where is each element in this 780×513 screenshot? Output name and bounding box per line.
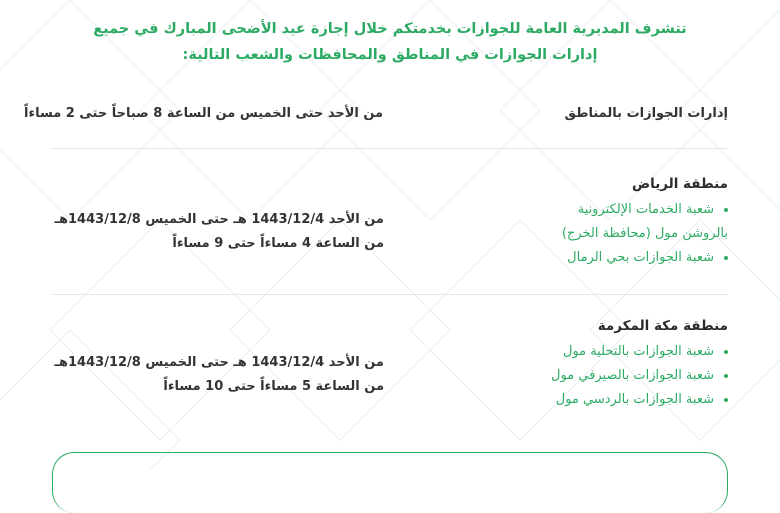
- regions-office-label: إدارات الجوازات بالمناطق: [564, 106, 728, 121]
- riyadh-schedule-hours: من الساعة 4 مساءاً حتى 9 مساءاً: [172, 236, 384, 251]
- makkah-branch-1: شعبة الجوازات بالتحلية مول: [562, 344, 714, 359]
- makkah-schedule-hours: من الساعة 5 مساءاً حتى 10 مساءاً: [163, 379, 384, 394]
- makkah-branch-3: شعبة الجوازات بالردسي مول: [555, 392, 714, 407]
- riyadh-region: [388, 176, 728, 270]
- bullet-icon: [724, 350, 728, 354]
- makkah-title: منطقة مكة المكرمة: [597, 318, 728, 334]
- list-item: [388, 222, 728, 246]
- riyadh-schedule-dates: من الأحد 1443/12/4 هـ حتى الخميس 1443/12/8هـ: [54, 212, 384, 227]
- bullet-icon: [724, 374, 728, 378]
- bullet-icon: [724, 208, 728, 212]
- list-item: [388, 246, 728, 270]
- intro-line-2: إدارات الجوازات في المناطق والمحافظات والشعب التالية:: [182, 47, 598, 63]
- riyadh-title: منطقة الرياض: [631, 176, 728, 192]
- riyadh-schedule: [24, 208, 384, 256]
- riyadh-branch-2: شعبة الجوازات بحي الرمال: [567, 250, 714, 265]
- intro-text: [40, 16, 740, 68]
- bottom-panel: [52, 452, 728, 513]
- bullet-icon: [724, 398, 728, 402]
- makkah-branch-list: [388, 340, 728, 412]
- list-item: [388, 388, 728, 412]
- list-item: [388, 340, 728, 364]
- intro-line-1: تتشرف المديرية العامة للجوازات بخدمتكم خلال إجازة عيد الأضحى المبارك في جميع: [93, 21, 687, 37]
- riyadh-branch-1: شعبة الخدمات الإلكترونية: [577, 202, 714, 217]
- riyadh-branch-1-location: بالروشن مول (محافظة الخرج): [561, 226, 728, 241]
- list-item: [388, 364, 728, 388]
- list-item: [388, 198, 728, 222]
- divider: [52, 148, 728, 149]
- makkah-region: [388, 318, 728, 412]
- makkah-schedule: [24, 351, 384, 399]
- makkah-schedule-dates: من الأحد 1443/12/4 هـ حتى الخميس 1443/12/8هـ: [54, 355, 384, 370]
- bullet-icon: [724, 256, 728, 260]
- riyadh-branch-list: [388, 198, 728, 270]
- makkah-branch-2: شعبة الجوازات بالصيرفي مول: [551, 368, 714, 383]
- regions-office-hours: من الأحد حتى الخميس من الساعة 8 صباحاً حتى 2 مساءاً: [24, 106, 384, 121]
- divider: [52, 294, 728, 295]
